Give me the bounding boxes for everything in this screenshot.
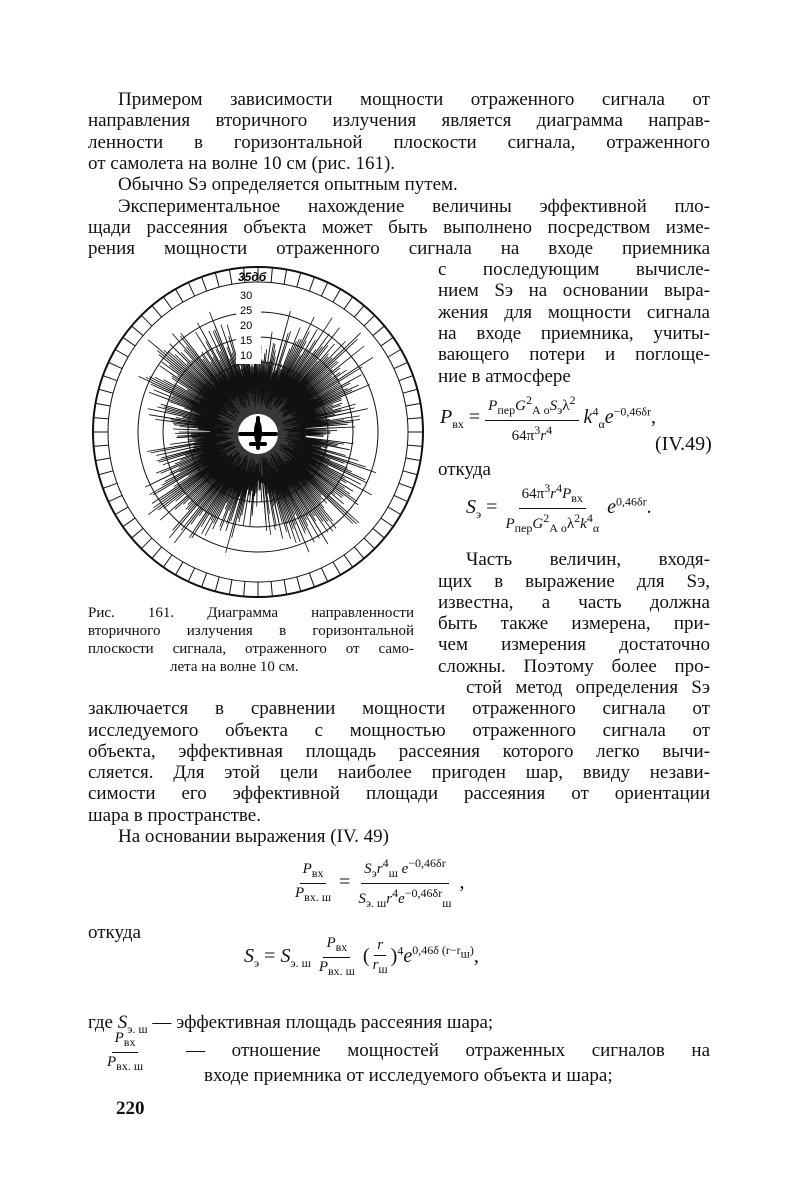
- otkuda-label: откуда: [438, 459, 491, 480]
- angle-tick: [96, 458, 111, 461]
- body-line: объекта, эффективная площадь рассеяния которого легко вычи-: [88, 741, 710, 762]
- right-col2-line: сложны. Поэтому более про-: [438, 656, 710, 677]
- angle-tick: [115, 350, 128, 358]
- right-col2-line: чем измерения достаточно: [438, 634, 710, 655]
- angle-tick: [309, 573, 314, 587]
- angle-tick: [284, 580, 287, 595]
- angle-tick: [407, 418, 422, 419]
- angle-tick: [103, 376, 117, 381]
- angle-tick: [176, 562, 184, 575]
- right-col2-line: известна, а часть должна: [438, 592, 710, 613]
- angle-tick: [388, 350, 401, 358]
- angle-tick: [344, 555, 353, 567]
- angle-tick: [354, 547, 364, 558]
- scale-label: 20: [240, 320, 253, 332]
- right-col-line: на входе приемника, учиты-: [438, 323, 710, 344]
- where-line: — отношение мощностей отраженных сигналов на: [186, 1040, 710, 1061]
- angle-tick: [115, 507, 128, 515]
- equation-ratio: $\frac{P_{вх}}{P_{вх. ш}}$ = $\frac{S_эr^4_ш e^{-0,46\delta r}}{S_{э. ш}r^4e^{-0,46\delta r}_ш}$ ,: [295, 856, 465, 910]
- body-line: исследуемого объекта с мощностью отраженного сигнала от: [88, 720, 710, 741]
- angle-tick: [123, 337, 135, 346]
- body-line: заключается в сравнении мощности отраженного сигнала от: [88, 698, 710, 719]
- angle-tick: [94, 418, 109, 419]
- angle-tick: [407, 445, 422, 446]
- angle-tick: [406, 458, 421, 461]
- body-line: сляется. Для этой цели наиболее пригоден шар, ввиду незави-: [88, 762, 710, 783]
- angle-tick: [99, 471, 113, 475]
- p3-line: рения мощности отраженного сигнала на входе приемника: [88, 238, 710, 259]
- angle-tick: [403, 389, 417, 393]
- angle-tick: [99, 389, 113, 393]
- right-col-line: нием Sэ на основании выра-: [438, 280, 710, 301]
- body-line: симости его эффективной площади рассеяния от ориентации: [88, 783, 710, 804]
- angle-tick: [321, 568, 327, 582]
- angle-tick: [388, 507, 401, 515]
- angle-tick: [108, 362, 122, 368]
- angle-tick: [399, 376, 413, 381]
- angle-tick: [309, 277, 314, 291]
- angle-tick: [403, 471, 417, 475]
- angle-tick: [244, 581, 245, 596]
- right-col2-line: щих в выражение для Sэ,: [438, 571, 710, 592]
- equation-s-e-final: $S_э = S_{э. ш}$ $\frac{P_{вх}}{P_{вх. ш}}$ ( $\frac{r}{r_ш}$ )$^4e^{0,46\delta (r-r_ш)}$,: [244, 935, 479, 978]
- angle-tick: [202, 573, 207, 587]
- angle-tick: [215, 577, 219, 591]
- angle-tick: [123, 518, 135, 527]
- scale-label: 25: [240, 305, 253, 317]
- radar-cross-section-diagram: [88, 262, 428, 602]
- scale-label: 15: [240, 335, 253, 347]
- angle-tick: [373, 326, 384, 336]
- angle-tick: [108, 495, 122, 501]
- p1-line: от самолета на волне 10 см (рис. 161).: [88, 153, 396, 174]
- angle-tick: [152, 547, 162, 558]
- angle-tick: [188, 568, 194, 582]
- p1-line: ленности в горизонтальной плоскости сигнала, отраженного: [88, 132, 710, 153]
- angle-tick: [163, 555, 172, 567]
- page-number: 220: [116, 1098, 145, 1119]
- body-line: На основании выражения (IV. 49): [118, 826, 389, 847]
- p3-line: щади рассеяния объекта может быть выполнено посредством изме-: [88, 217, 710, 238]
- angle-tick: [394, 495, 408, 501]
- angle-tick: [96, 403, 111, 406]
- scale-label: 10: [240, 350, 253, 362]
- right-col-line: ние в атмосфере: [438, 366, 571, 387]
- angle-tick: [132, 528, 143, 538]
- equation-number: (IV.49): [655, 433, 712, 455]
- angle-tick: [229, 580, 232, 595]
- p2-line: Обычно Sэ определяется опытным путем.: [118, 174, 458, 195]
- scale-label: 30: [240, 290, 253, 302]
- equation-iv49: $P_{вх}$ = $\frac{P_{пер}G^2_{А о}S_э\lambda^2}{64\pi^3r^4}$ $k^4_\alpha e^{-0,46\delta r}$,: [440, 393, 657, 444]
- where-fraction: $\frac{P_{вх}}{P_{вх. ш}}$: [107, 1030, 144, 1073]
- figure-caption-line: Рис. 161. Диаграмма направленности: [88, 605, 414, 621]
- angle-tick: [163, 297, 172, 309]
- angle-tick: [364, 315, 375, 326]
- angle-tick: [364, 538, 375, 549]
- angle-tick: [132, 326, 143, 336]
- angle-tick: [271, 268, 272, 283]
- angle-tick: [141, 538, 152, 549]
- scale-top-label: 35дб: [238, 270, 267, 284]
- angle-tick: [354, 306, 364, 317]
- right-col-line: с последующим вычисле-: [438, 259, 710, 280]
- p1-line: направления вторичного излучения является диаграмма направ-: [88, 110, 710, 131]
- right-col2-line: Часть величин, входя-: [466, 549, 710, 570]
- angle-tick: [271, 581, 272, 596]
- airplane-icon: [238, 414, 278, 454]
- right-col-line: жения для мощности сигнала: [438, 302, 710, 323]
- angle-tick: [321, 282, 327, 296]
- body-line: шара в пространстве.: [88, 805, 261, 826]
- angle-tick: [333, 289, 341, 302]
- angle-tick: [394, 362, 408, 368]
- angle-tick: [152, 306, 162, 317]
- angle-tick: [215, 273, 219, 287]
- angle-tick: [333, 562, 341, 575]
- right-col-line: вающего потери и поглоще-: [438, 344, 710, 365]
- p3-line: Экспериментальное нахождение величины эффективной пло-: [118, 196, 710, 217]
- where-line: где $S_{э. ш}$ — эффективная площадь рассеяния шара;: [88, 1012, 494, 1036]
- angle-tick: [406, 403, 421, 406]
- angle-tick: [202, 277, 207, 291]
- figure-caption-line: вторичного излучения в горизонтальной: [88, 623, 414, 639]
- angle-tick: [94, 445, 109, 446]
- angle-tick: [103, 483, 117, 488]
- angle-tick: [141, 315, 152, 326]
- angle-tick: [344, 297, 353, 309]
- angle-tick: [297, 577, 301, 591]
- otkuda-label: откуда: [88, 922, 141, 943]
- figure-caption-line: плоскости сигнала, отраженного от само-: [88, 641, 414, 657]
- angle-tick: [229, 270, 232, 285]
- angle-tick: [381, 337, 393, 346]
- angle-tick: [284, 270, 287, 285]
- angle-tick: [176, 289, 184, 302]
- angle-tick: [381, 518, 393, 527]
- angle-tick: [297, 273, 301, 287]
- angle-tick: [399, 483, 413, 488]
- angle-tick: [188, 282, 194, 296]
- figure-caption-line: лета на волне 10 см.: [170, 659, 299, 675]
- right-col2-line: стой метод определения Sэ: [466, 677, 710, 698]
- where-line: входе приемника от исследуемого объекта и шара;: [204, 1065, 613, 1086]
- right-col2-line: быть также измерена, при-: [438, 613, 710, 634]
- p1-line: Примером зависимости мощности отраженного сигнала от: [118, 89, 710, 110]
- angle-tick: [373, 528, 384, 538]
- equation-s-e: $S_э$ = $\frac{64\pi^3r^4P_{вх}}{P_{пер}G^2_{А о}\lambda^2k^4_\alpha}$ $e^{0,46\delta r}$.: [466, 481, 652, 535]
